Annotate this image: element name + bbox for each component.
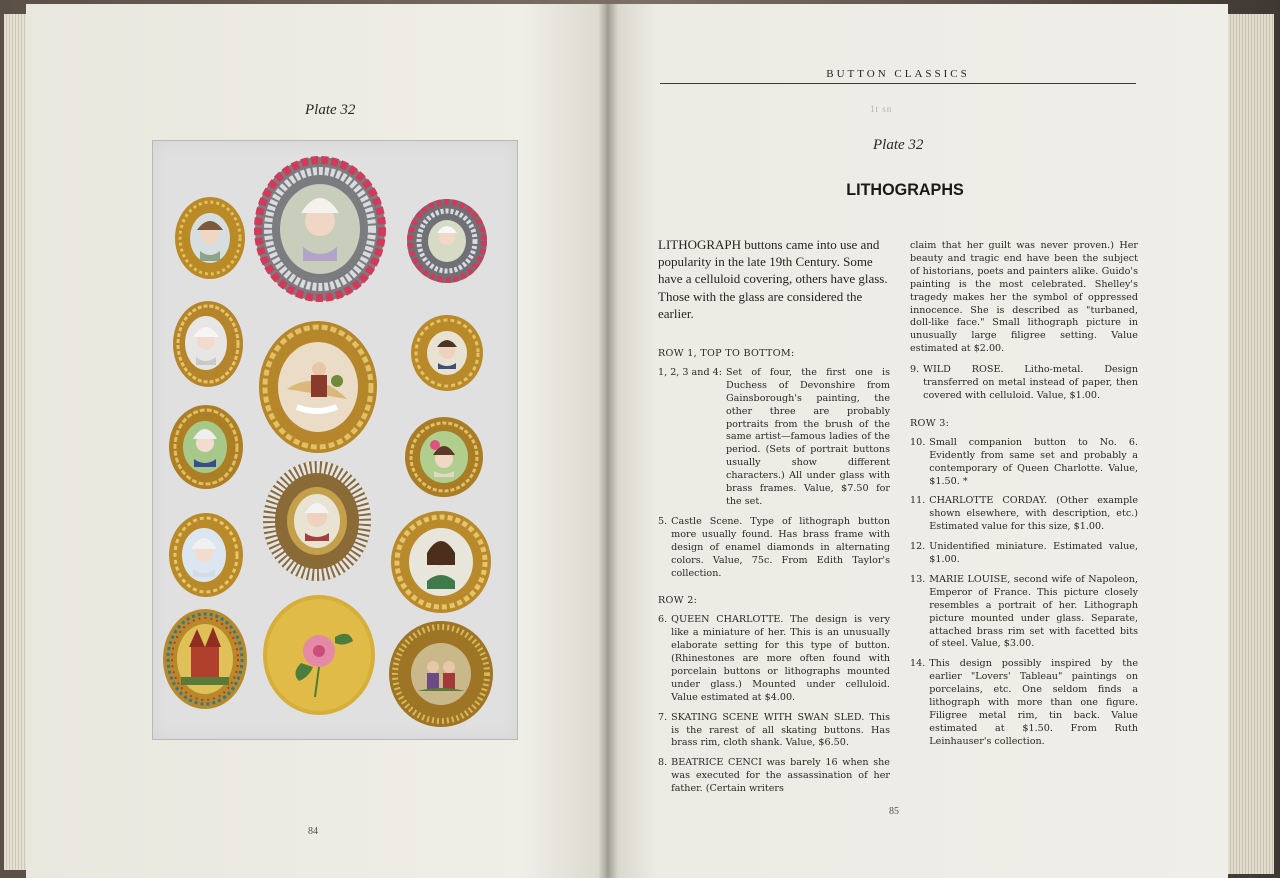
entry-number: 12. [910, 541, 926, 553]
portrait-button-icon [409, 313, 485, 393]
running-head: BUTTON CLASSICS [826, 68, 970, 80]
entry-number: 1, 2, 3 and 4: [658, 366, 722, 378]
ink-smudge: 1t sn [870, 104, 893, 114]
entry-text: CHARLOTTE CORDAY. (Other example shown elsewhere, with description, etc.) Estimated value for this size, $1.00. [929, 495, 1138, 533]
page-edges-right [1222, 14, 1274, 874]
portrait-button-icon [389, 509, 493, 615]
lovers-tableau-button-icon [387, 619, 495, 729]
entry-text: Small companion button to No. 6. Evidently from same set and probably a contemporary of Queen Charlotte. Value, $1.50. * [929, 436, 1138, 487]
plate-illustration [152, 140, 518, 740]
list-item [910, 658, 1138, 748]
left-plate-caption: Plate 32 [305, 102, 356, 118]
list-item [658, 367, 890, 509]
entry-text: Castle Scene. Type of lithograph button more usually found. Has brass frame with design of enamel diamonds in alternating colors. Value, 75c. From Edith Taylor's collection. [671, 515, 890, 579]
book-gutter [598, 4, 618, 878]
skating-scene-button-icon [257, 319, 379, 455]
list-item [658, 516, 890, 581]
entry-text: BEATRICE CENCI was barely 16 when she was executed for the assassination of her father. (Certain writers [671, 757, 890, 795]
entry-text: WILD ROSE. Litho-metal. Design transferred on metal instead of paper, then covered with celluloid. Value, $1.00. [923, 364, 1138, 401]
list-item [910, 495, 1138, 534]
entry-number: 13. [910, 573, 926, 585]
right-plate-caption: Plate 32 [873, 137, 924, 153]
row-3-heading: ROW 3: [910, 417, 950, 429]
portrait-button-icon [403, 415, 485, 499]
entry-text: QUEEN CHARLOTTE. The design is very like a miniature of her. This is an unusually elaborate setting for this type of button. (Rhinestones are more often found with porcelain buttons or lithographs mounted under glass.) Mounted under celluloid. Value estimated at $4.00. [671, 614, 890, 703]
portrait-button-icon [173, 195, 247, 281]
steel-filigree-portrait-button-icon [261, 459, 373, 583]
entry-number: 14. [910, 658, 926, 670]
list-item [658, 614, 890, 704]
page-title: LITHOGRAPHS [846, 180, 964, 199]
wild-rose-button-icon [261, 593, 377, 717]
entry-number: 5. [658, 515, 668, 527]
entry-number: 10. [910, 436, 926, 448]
entry-number: 11. [910, 495, 926, 507]
list-item [910, 541, 1138, 567]
running-head-rule [660, 83, 1136, 84]
small-rhinestone-portrait-button-icon [405, 197, 489, 285]
portrait-button-icon [167, 403, 245, 491]
entry-number: 7. [658, 711, 668, 723]
entry-text: Set of four, the first one is Duchess of Devonshire from Gainsborough's painting, the other three are probably portraits from the brush of the same artist—famous ladies of the period. (Sets of portrait buttons usually show different characters.) All under glass with brass frames. Value, $7.50 for the set. [726, 366, 890, 507]
entry-number: 8. [658, 757, 668, 769]
entry-text: This design possibly inspired by the earlier "Lovers' Tableau" paintings on porcelains, etc. One seldom finds a lithograph with more than one figure. Filigree metal rim, tin back. Value estimated at $1.50. From Ruth Leinhauser's collection. [929, 658, 1138, 747]
castle-scene-button-icon [161, 607, 249, 711]
list-item [658, 712, 890, 751]
intro-paragraph: LITHOGRAPH buttons came into use and popularity in the late 19th Century. Some have a celluloid covering, others have glass. Those with the glass are considered the earlier. [658, 237, 888, 321]
text-column-left [658, 348, 890, 803]
right-page-number: 85 [889, 806, 899, 817]
portrait-button-icon [167, 511, 245, 599]
text-column-right [910, 240, 1138, 756]
left-page-number: 84 [308, 826, 318, 837]
row-2-heading: ROW 2: [658, 595, 698, 607]
list-item [910, 437, 1138, 489]
list-item [658, 757, 890, 796]
row-1-heading: ROW 1, TOP TO BOTTOM: [658, 348, 795, 359]
entry-number: 6. [658, 614, 668, 626]
continued-paragraph: claim that her guilt was never proven.) Her beauty and tragic end have been the subject of historians, poets and painters alike. Guido's painting is the most celebrated. Shelley's tragedy makes her the symbol of oppressed innocence. She is described as "turbaned, doll-like face." Small lithograph picture in unusually large filigree setting. Value estimated at $2.00. [910, 240, 1138, 355]
entry-text: MARIE LOUISE, second wife of Napoleon, Emperor of France. This picture closely resembles a portrait of her. Lithograph picture mounted under glass. Separate, attached brass rim set with facetted bits of steel. Value, $3.00. [929, 573, 1138, 650]
rhinestone-portrait-button-icon [253, 155, 387, 303]
entry-number: 9. [910, 364, 920, 376]
entry-text: Unidentified miniature. Estimated value, $1.00. [929, 541, 1138, 566]
list-item [910, 364, 1138, 403]
list-item [910, 574, 1138, 651]
entry-text: SKATING SCENE WITH SWAN SLED. This is the rarest of all skating buttons. Has brass rim, cloth shank. Value, $6.50. [671, 711, 890, 749]
portrait-button-icon [171, 299, 245, 389]
